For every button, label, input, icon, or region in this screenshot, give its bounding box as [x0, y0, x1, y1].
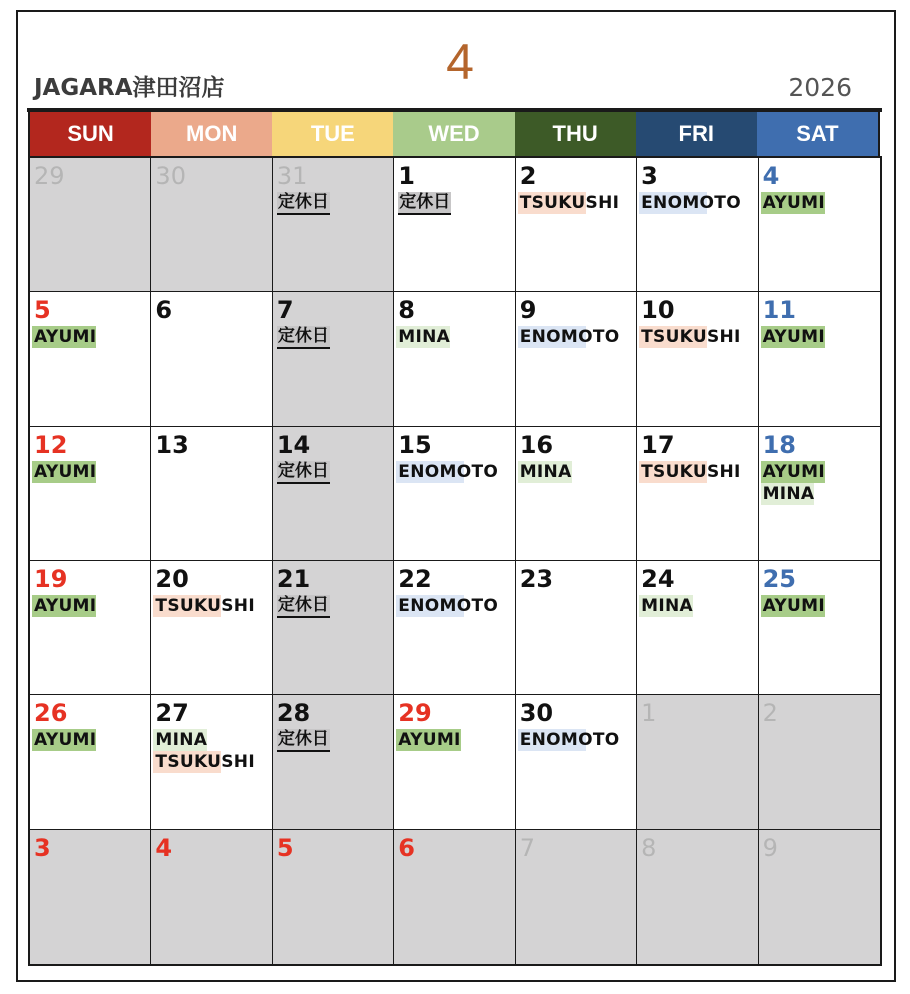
weekday-sat: SAT	[757, 112, 878, 156]
day-cell[interactable]	[759, 830, 880, 964]
day-cell[interactable]	[759, 695, 880, 829]
day-number: 7	[276, 296, 294, 325]
day-number: 7	[519, 833, 535, 862]
weekday-tue: TUE	[272, 112, 393, 156]
day-number: 3	[641, 162, 658, 190]
day-cell[interactable]	[516, 427, 637, 561]
staff-enomoto: ENOMOTO	[641, 193, 741, 213]
day-cell[interactable]	[151, 830, 272, 964]
day-cell[interactable]	[637, 561, 758, 695]
day-number: 9	[519, 296, 537, 325]
day-cell[interactable]	[637, 830, 758, 964]
closed-day-label: 定休日	[277, 595, 330, 618]
day-number: 20	[155, 564, 189, 593]
staff-enomoto: ENOMOTO	[519, 327, 620, 348]
day-number: 24	[641, 564, 675, 593]
day-cell[interactable]	[273, 695, 394, 829]
day-number: 23	[519, 564, 554, 593]
day-cell[interactable]	[151, 158, 272, 292]
weekday-mon: MON	[151, 112, 272, 156]
staff-enomoto: ENOMOTO	[398, 461, 499, 482]
day-number: 1	[641, 699, 657, 728]
day-number: 5	[34, 296, 51, 325]
staff-ayumi: AYUMI	[762, 193, 825, 213]
staff-ayumi: AYUMI	[762, 595, 825, 616]
staff-tsukushi: TSUKUSHI	[641, 461, 741, 482]
day-number: 30	[155, 162, 186, 190]
staff-tsukushi: TSUKUSHI	[155, 595, 255, 616]
staff-ayumi: AYUMI	[34, 461, 97, 482]
day-number: 9	[762, 833, 778, 862]
weekday-fri: FRI	[636, 112, 757, 156]
day-cell[interactable]	[394, 158, 515, 292]
day-cell[interactable]	[273, 830, 394, 964]
staff-mina: MINA	[641, 595, 693, 616]
closed-day-label: 定休日	[277, 729, 330, 752]
weekday-sun: SUN	[30, 112, 151, 156]
day-cell[interactable]	[30, 830, 151, 964]
day-number: 5	[276, 833, 294, 862]
day-number: 13	[155, 430, 189, 459]
day-number: 14	[276, 430, 311, 459]
staff-ayumi: AYUMI	[34, 730, 97, 751]
day-cell[interactable]	[637, 292, 758, 426]
weekday-wed: WED	[393, 112, 514, 156]
day-cell[interactable]	[273, 158, 394, 292]
staff-tsukushi: TSUKUSHI	[641, 327, 741, 348]
day-number: 25	[762, 564, 796, 593]
closed-day-label: 定休日	[277, 461, 330, 484]
day-number: 1	[398, 162, 415, 190]
day-number: 19	[34, 564, 68, 593]
staff-mina: MINA	[398, 327, 451, 348]
day-cell[interactable]	[394, 695, 515, 829]
day-cell[interactable]	[516, 830, 637, 964]
closed-day-label: 定休日	[277, 192, 330, 215]
day-cell[interactable]	[394, 830, 515, 964]
day-cell[interactable]	[394, 561, 515, 695]
staff-enomoto: ENOMOTO	[398, 595, 499, 616]
day-number: 26	[34, 699, 68, 728]
staff-mina: MINA	[155, 730, 208, 751]
day-number: 16	[519, 430, 554, 459]
day-number: 4	[155, 833, 173, 862]
day-cell[interactable]	[151, 427, 272, 561]
day-number: 6	[398, 833, 415, 862]
day-number: 2	[519, 162, 537, 190]
day-number: 29	[398, 699, 432, 728]
day-cell[interactable]	[516, 158, 637, 292]
day-number: 10	[641, 296, 675, 325]
day-cell[interactable]	[759, 292, 880, 426]
day-number: 4	[762, 162, 780, 190]
day-number: 22	[398, 564, 432, 593]
day-cell[interactable]	[30, 292, 151, 426]
staff-ayumi: AYUMI	[762, 461, 825, 482]
day-number: 6	[155, 296, 173, 325]
closed-day-label: 定休日	[398, 192, 451, 215]
day-cell[interactable]	[637, 695, 758, 829]
day-cell[interactable]	[759, 561, 880, 695]
day-number: 28	[276, 699, 311, 728]
day-number: 21	[276, 564, 311, 593]
day-number: 29	[34, 162, 65, 190]
day-cell[interactable]	[273, 561, 394, 695]
day-cell[interactable]	[30, 695, 151, 829]
day-cell[interactable]	[151, 292, 272, 426]
day-number: 30	[519, 699, 554, 728]
day-number: 8	[641, 833, 657, 862]
month-number: 4	[446, 34, 474, 90]
year-label: 2026	[788, 73, 852, 102]
day-cell[interactable]	[516, 695, 637, 829]
day-cell[interactable]	[151, 695, 272, 829]
staff-mina: MINA	[519, 461, 572, 482]
day-number: 2	[762, 699, 778, 728]
staff-tsukushi: TSUKUSHI	[155, 752, 255, 773]
closed-day-label: 定休日	[277, 326, 330, 349]
day-cell[interactable]	[394, 427, 515, 561]
day-cell[interactable]	[30, 158, 151, 292]
day-number: 15	[398, 430, 432, 459]
staff-ayumi: AYUMI	[398, 730, 461, 751]
day-number: 3	[34, 833, 51, 862]
day-number: 18	[762, 430, 796, 459]
day-cell[interactable]	[394, 292, 515, 426]
day-cell[interactable]	[516, 561, 637, 695]
day-cell[interactable]	[273, 427, 394, 561]
store-name: JAGARA津田沼店	[34, 75, 225, 101]
day-number: 27	[155, 699, 189, 728]
day-number: 17	[641, 430, 675, 459]
day-cell[interactable]	[637, 158, 758, 292]
weekday-header	[28, 112, 880, 156]
day-number: 11	[762, 296, 796, 325]
staff-ayumi: AYUMI	[34, 327, 97, 348]
day-cell[interactable]	[759, 427, 880, 561]
day-cell[interactable]	[151, 561, 272, 695]
day-number: 12	[34, 430, 68, 459]
staff-mina: MINA	[762, 483, 815, 504]
day-cell[interactable]	[516, 292, 637, 426]
day-cell[interactable]	[637, 427, 758, 561]
day-cell[interactable]	[30, 427, 151, 561]
day-cell[interactable]	[273, 292, 394, 426]
staff-enomoto: ENOMOTO	[519, 730, 620, 751]
day-cell[interactable]	[30, 561, 151, 695]
day-cell[interactable]	[759, 158, 880, 292]
day-number: 31	[276, 162, 308, 190]
calendar-grid	[28, 156, 882, 966]
day-number: 8	[398, 296, 415, 325]
weekday-thu: THU	[515, 112, 636, 156]
staff-ayumi: AYUMI	[34, 595, 97, 616]
staff-tsukushi: TSUKUSHI	[519, 193, 620, 213]
staff-ayumi: AYUMI	[762, 327, 825, 348]
